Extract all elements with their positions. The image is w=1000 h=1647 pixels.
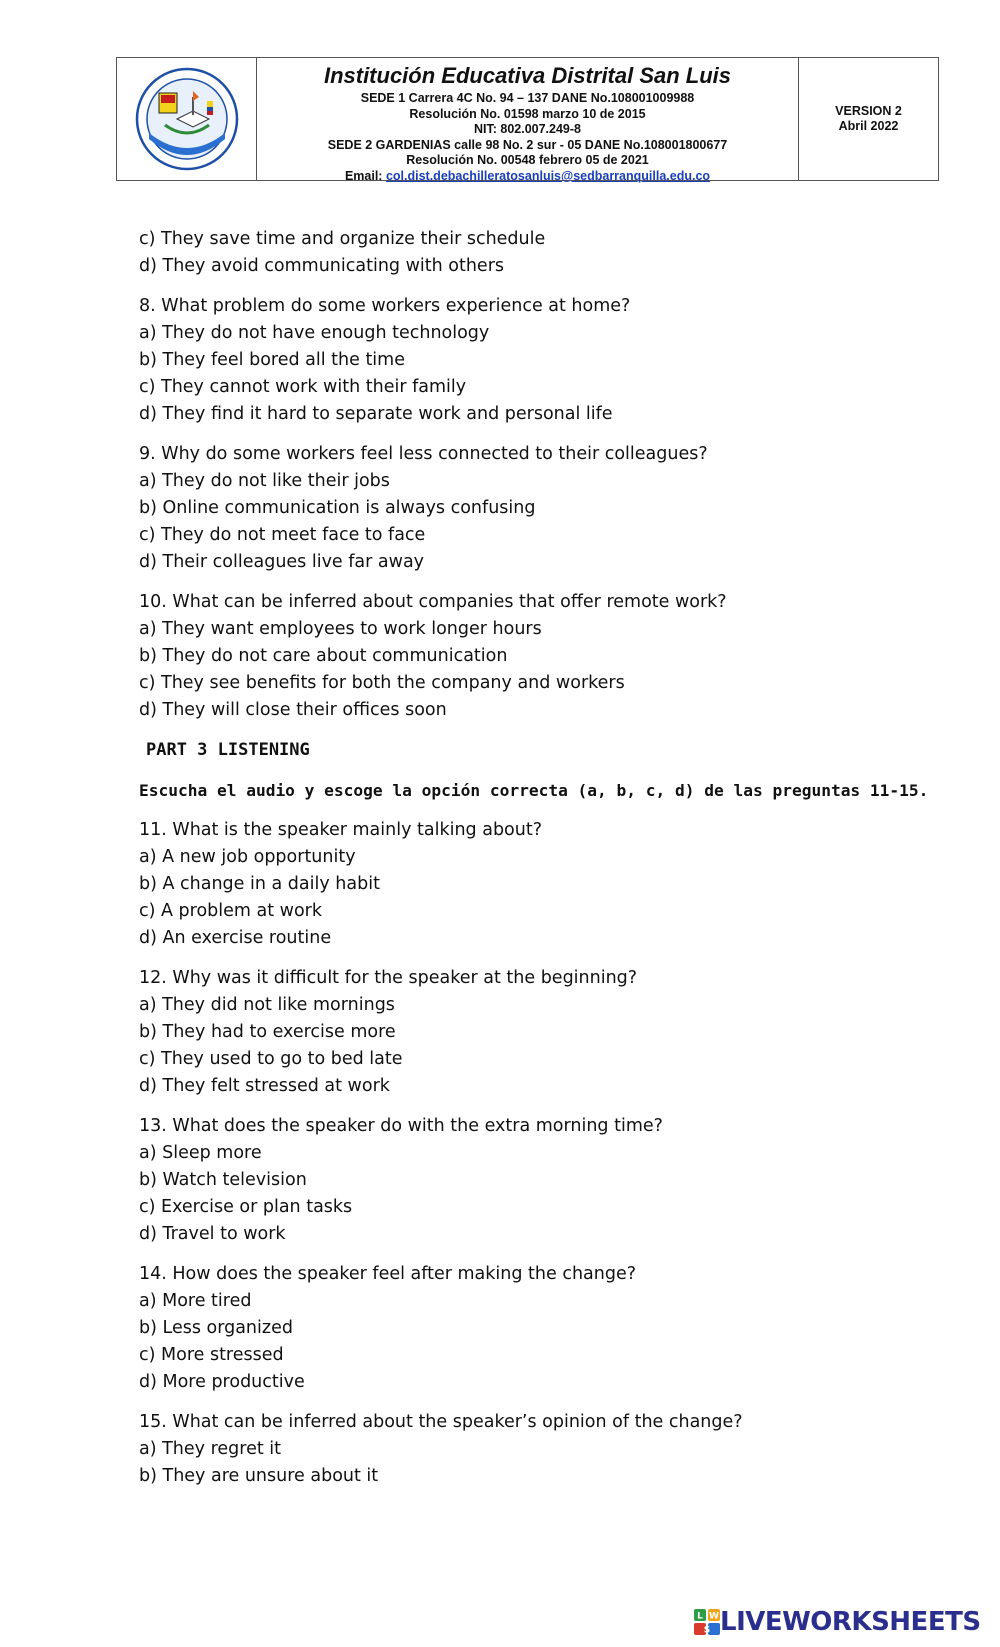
option-b: b) Less organized [139, 1318, 293, 1338]
option-c: c) They do not meet face to face [139, 525, 426, 545]
liveworksheets-logo-icon [694, 1609, 720, 1635]
email-link[interactable]: col.dist.debachilleratosanluis@sedbarranquilla.edu.co [385, 168, 711, 183]
question-11 [139, 817, 959, 952]
version-label: VERSION 2 [835, 104, 902, 118]
part-3-title: PART 3 LISTENING [146, 740, 310, 760]
option-a: a) Sleep more [139, 1143, 262, 1163]
option-c: c) They cannot work with their family [139, 377, 467, 397]
worksheet-content [139, 226, 959, 1503]
svg-text:W: W [709, 1611, 719, 1622]
option-b: b) Online communication is always confusing [139, 498, 536, 518]
option-c: c) They see benefits for both the company and workers [139, 673, 625, 693]
question-text: 15. What can be inferred about the speaker’s opinion of the change? [139, 1412, 743, 1432]
address-line-5: Resolución No. 00548 febrero 05 de 2021 [406, 153, 649, 167]
liveworksheets-brand[interactable] [694, 1607, 981, 1637]
question-text: 14. How does the speaker feel after making the change? [139, 1264, 637, 1284]
question-text: 13. What does the speaker do with the extra morning time? [139, 1116, 663, 1136]
option-d: d) They find it hard to separate work and personal life [139, 404, 613, 424]
option-a: a) A new job opportunity [139, 847, 356, 867]
question-text: 12. Why was it difficult for the speaker at the beginning? [139, 968, 638, 988]
option-c: c) They used to go to bed late [139, 1049, 403, 1069]
option-d: d) They will close their offices soon [139, 700, 447, 720]
question-text: 11. What is the speaker mainly talking about? [139, 820, 543, 840]
option-b: b) They feel bored all the time [139, 350, 405, 370]
version-date: Abril 2022 [838, 119, 899, 133]
brand-text: LIVEWORKSHEETS [720, 1607, 981, 1637]
question-13 [139, 1113, 959, 1248]
option-c: c) More stressed [139, 1345, 284, 1365]
option-a: a) They regret it [139, 1439, 281, 1459]
option-d: d) More productive [139, 1372, 305, 1392]
option-a: a) They do not have enough technology [139, 323, 490, 343]
question-12 [139, 965, 959, 1100]
question-text: 8. What problem do some workers experience at home? [139, 296, 631, 316]
address-line-2: Resolución No. 01598 marzo 10 de 2015 [409, 106, 646, 121]
question-9 [139, 441, 959, 576]
address-line-4: SEDE 2 GARDENIAS calle 98 No. 2 sur - 05 DANE No.108001800677 [327, 137, 728, 152]
option-d: d) They avoid communicating with others [139, 256, 505, 276]
option-b: b) They are unsure about it [139, 1466, 379, 1486]
option-a: a) They do not like their jobs [139, 471, 390, 491]
option-d: d) They felt stressed at work [139, 1076, 390, 1096]
option-d: d) Travel to work [139, 1224, 286, 1244]
option-c: c) Exercise or plan tasks [139, 1197, 353, 1217]
question-text: 10. What can be inferred about companies that offer remote work? [139, 592, 727, 612]
option-b: b) They do not care about communication [139, 646, 508, 666]
option-c: c) A problem at work [139, 901, 323, 921]
version-info [799, 58, 938, 180]
logo-cell [117, 58, 257, 180]
option-d: d) Their colleagues live far away [139, 552, 425, 572]
institution-info [257, 58, 799, 183]
email-label: Email: [344, 168, 386, 183]
part-3-instructions: Escucha el audio y escoge la opción correcta (a, b, c, d) de las preguntas 11-15. [139, 781, 929, 800]
address-line-1: SEDE 1 Carrera 4C No. 94 – 137 DANE No.108001009988 [360, 91, 695, 105]
school-seal-icon [135, 67, 239, 171]
option-b: b) A change in a daily habit [139, 874, 380, 894]
option-d: d) An exercise routine [139, 928, 332, 948]
question-14 [139, 1261, 959, 1396]
document-header [116, 57, 939, 181]
institution-name: Institución Educativa Distrital San Luis [323, 63, 732, 88]
option-b: b) Watch television [139, 1170, 307, 1190]
option-a: a) More tired [139, 1291, 252, 1311]
option-c: c) They save time and organize their schedule [139, 229, 546, 249]
question-10 [139, 589, 959, 724]
option-a: a) They did not like mornings [139, 995, 395, 1015]
question-15 [139, 1409, 959, 1490]
question-text: 9. Why do some workers feel less connected to their colleagues? [139, 444, 708, 464]
email-line [257, 169, 798, 185]
address-line-3: NIT: 802.007.249-8 [473, 122, 581, 136]
svg-text:S: S [703, 1625, 711, 1635]
svg-text:L: L [697, 1611, 703, 1622]
option-b: b) They had to exercise more [139, 1022, 396, 1042]
question-8 [139, 293, 959, 428]
option-a: a) They want employees to work longer hours [139, 619, 542, 639]
continued-options [139, 226, 959, 280]
